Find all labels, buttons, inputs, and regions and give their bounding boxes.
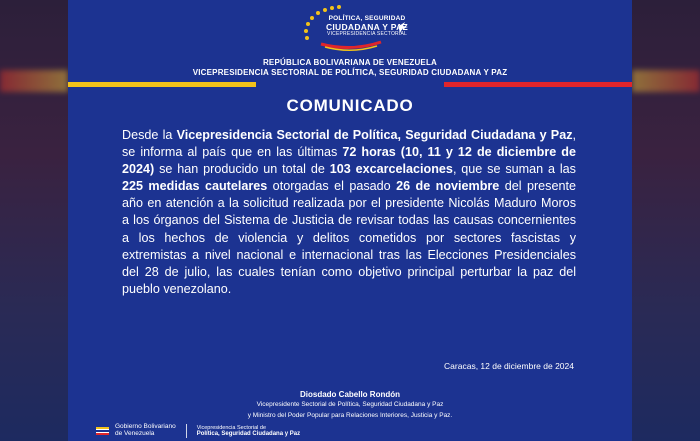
bold-releases: 103 excarcelaciones: [329, 162, 453, 177]
government-logo-text: Gobierno Bolivariano de Venezuela: [115, 423, 176, 437]
signatory-name: Diosdado Cabello Rondón: [300, 390, 400, 399]
logo-line-1: POLÍTICA, SEGURIDAD: [328, 15, 406, 22]
communique-body: Desde la Vicepresidencia Sectorial de Política, Seguridad Ciudadana y Paz, se informa al país que en las últimas 72 horas (10, 11 y 12 de diciembre de 2024) se han producido un total de 103 excarcelaciones, que se suman a las 225 medidas cautelares otorgadas el pasado 26 de noviembre del presente año en atención a la solicitud realizada por el presidente Nicolás Maduro Moros a los órganos del Sistema de Justicia de revisar todas las causas concernientes a los hechos de violencia y delitos cometidos por sectores fascistas y extremistas a nivel nacional e internacional tras las Elecciones Presidenciales del 28 de julio, las cuales tenían como objetivo principal perturbar la paz del pueblo venezolano.: [122, 128, 576, 296]
document-title: COMUNICADO: [286, 96, 414, 115]
vicepresidency-heading: VICEPRESIDENCIA SECTORIAL DE POLÍTICA, SEGURIDAD CIUDADANA Y PAZ: [192, 68, 508, 77]
logo-line-2: CIUDADANA Y PAZ: [325, 21, 409, 32]
bold-date: 26 de noviembre: [396, 179, 500, 194]
bold-vicepresidency: Vicepresidencia Sectorial de Política, Seguridad Ciudadana y Paz: [176, 128, 573, 142]
communique-card: [68, 0, 632, 441]
flag-stripe: [68, 82, 632, 87]
bold-measures: 225 medidas cautelares: [122, 179, 268, 194]
republic-heading: REPÚBLICA BOLIVARIANA DE VENEZUELA: [262, 58, 438, 67]
signatory-role-2: y Ministro del Poder Popular para Relaciones Interiores, Justicia y Paz.: [247, 411, 453, 419]
footer-divider: [186, 424, 187, 438]
footer-logos: [96, 423, 300, 439]
signature-block: [68, 390, 632, 420]
ministry-logo: [281, 2, 421, 54]
signatory-role-1: Vicepresidente Sectorial de Política, Seguridad Ciudadana y Paz: [256, 401, 444, 408]
blurred-left-border: [0, 0, 68, 441]
venezuela-flag-icon: [96, 427, 109, 436]
document-date: Caracas, 12 de diciembre de 2024: [444, 361, 574, 371]
logo-line-3: VICEPRESIDENCIA SECTORIAL: [327, 31, 407, 37]
vicepresidency-logo-text: Vicepresidencia Sectorial de Política, Seguridad Ciudadana y Paz: [196, 424, 301, 437]
bold-hours: 72 horas (10, 11 y 12 de diciembre de 2024): [122, 145, 576, 177]
blurred-right-border: [632, 0, 700, 441]
